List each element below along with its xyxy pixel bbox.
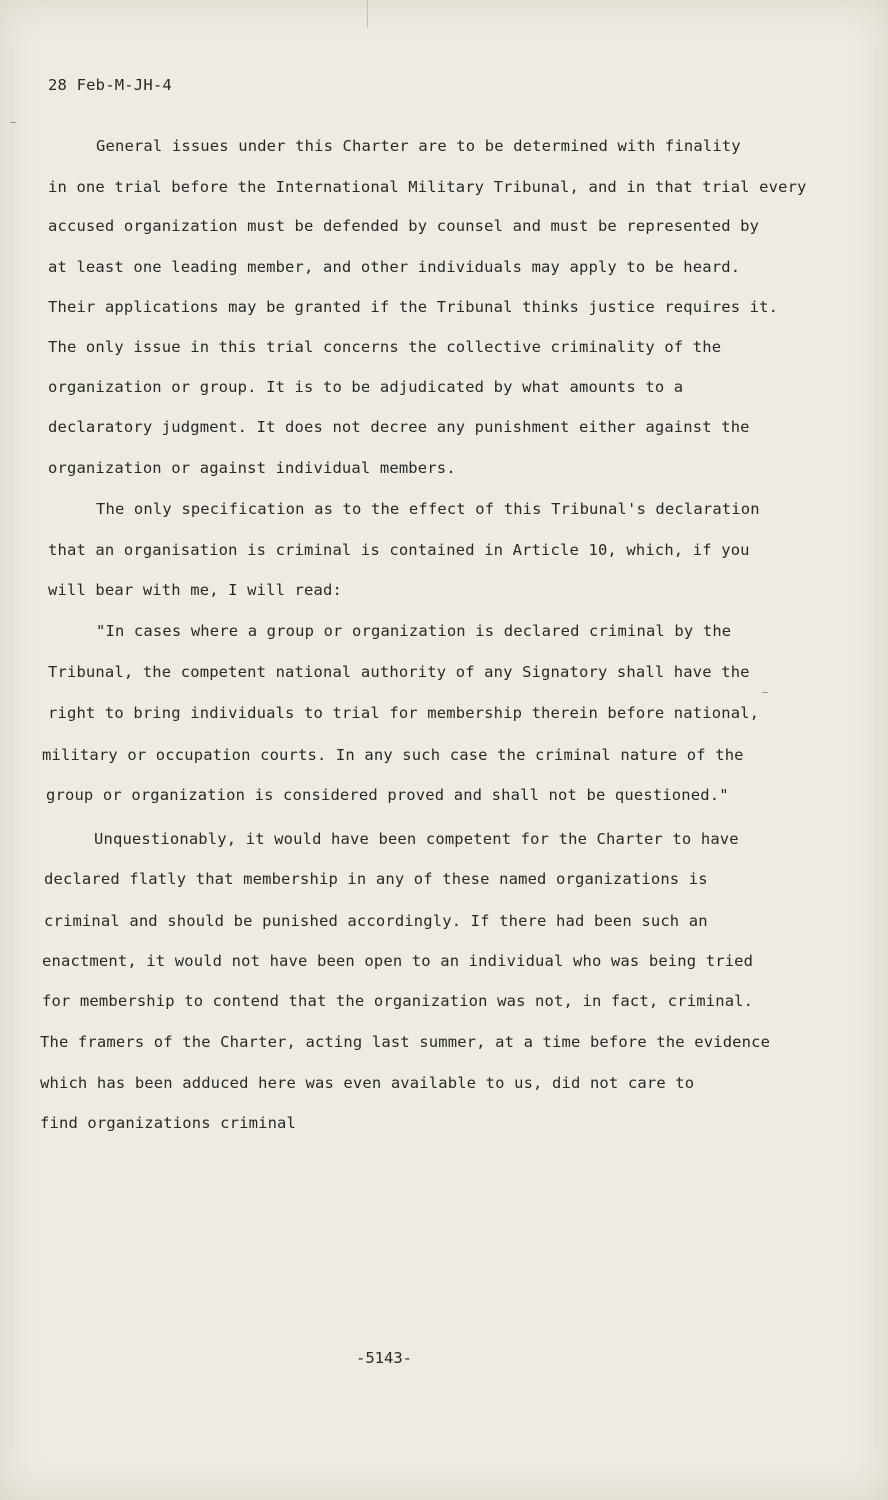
- page-reference: 28 Feb-M-JH-4: [48, 76, 172, 94]
- text-line: in one trial before the International Military Tribunal, and in that trial every: [48, 178, 807, 196]
- text-line: organization or group. It is to be adjudicated by what amounts to a: [48, 378, 684, 396]
- text-line: Their applications may be granted if the Tribunal thinks justice requires it.: [48, 298, 779, 316]
- text-line: "In cases where a group or organization is declared criminal by the: [96, 622, 732, 640]
- margin-mark: [10, 122, 16, 123]
- text-line: for membership to contend that the organization was not, in fact, criminal.: [42, 992, 754, 1010]
- text-line: right to bring individuals to trial for membership therein before national,: [48, 704, 760, 722]
- paper-fold-mark: [367, 0, 368, 28]
- text-line: The only issue in this trial concerns the collective criminality of the: [48, 338, 722, 356]
- text-line: criminal and should be punished accordingly. If there had been such an: [44, 912, 708, 930]
- text-line: The only specification as to the effect of this Tribunal's declaration: [96, 500, 760, 518]
- text-line: enactment, it would not have been open to an individual who was being tried: [42, 952, 754, 970]
- text-line: group or organization is considered proved and shall not be questioned.": [46, 786, 729, 804]
- text-line: will bear with me, I will read:: [48, 581, 342, 599]
- text-line: military or occupation courts. In any such case the criminal nature of the: [42, 746, 744, 764]
- text-line: at least one leading member, and other individuals may apply to be heard.: [48, 258, 741, 276]
- margin-mark: [762, 692, 768, 693]
- text-line: Tribunal, the competent national authority of any Signatory shall have the: [48, 663, 750, 681]
- text-line: accused organization must be defended by counsel and must be represented by: [48, 217, 760, 235]
- text-line: find organizations criminal: [40, 1114, 297, 1132]
- text-line: The framers of the Charter, acting last summer, at a time before the evidence: [40, 1033, 771, 1051]
- text-line: organization or against individual members.: [48, 459, 456, 477]
- text-line: which has been adduced here was even available to us, did not care to: [40, 1074, 695, 1092]
- text-line: General issues under this Charter are to be determined with finality: [96, 137, 741, 155]
- text-line: declared flatly that membership in any of these named organizations is: [44, 870, 708, 888]
- text-line: declaratory judgment. It does not decree any punishment either against the: [48, 418, 750, 436]
- text-line: Unquestionably, it would have been competent for the Charter to have: [94, 830, 739, 848]
- page-number: -5143-: [356, 1349, 412, 1367]
- text-line: that an organisation is criminal is contained in Article 10, which, if you: [48, 541, 750, 559]
